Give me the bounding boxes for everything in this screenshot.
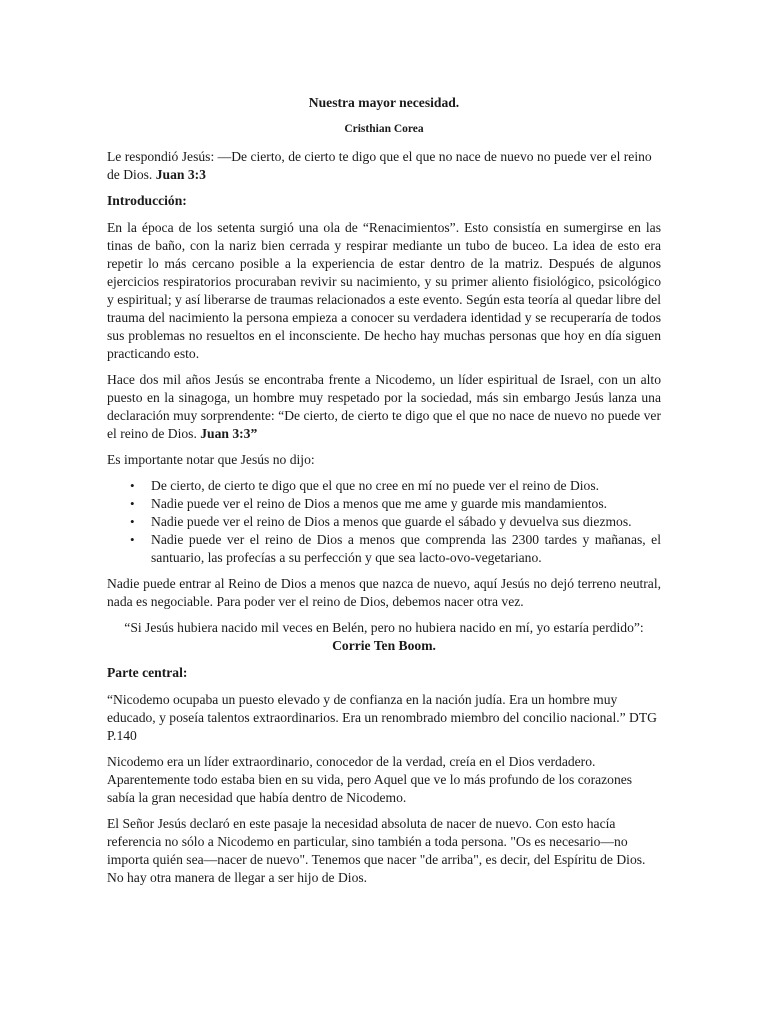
- central-heading: Parte central:: [107, 665, 188, 680]
- opening-verse-ref: Juan 3:3: [155, 167, 206, 182]
- dtg-paragraph: “Nicodemo ocupaba un puesto elevado y de confianza en la nación judía. Era un hombre muy educado, y poseía talentos extraordinarios. Era un renombrado miembro del concilio nacional.” DTG P.140: [107, 692, 657, 743]
- bullet-list: [107, 477, 661, 567]
- document-title: Nuestra mayor necesidad.: [308, 95, 460, 110]
- nadie-paragraph: Nadie puede entrar al Reino de Dios a menos que nazca de nuevo, aquí Jesús no dejó terreno neutral, nada es negociable. Para poder ver el reino de Dios, debemos nacer otra vez.: [107, 576, 661, 609]
- nicodemo-paragraph: [107, 371, 661, 443]
- list-item: • De cierto, de cierto te digo que el que no cree en mí no puede ver el reino de Dios.: [151, 477, 661, 495]
- block-quote: [107, 619, 661, 655]
- nicodemo-paragraph-text: Hace dos mil años Jesús se encontraba frente a Nicodemo, un líder espiritual de Israel, con un alto puesto en la sinagoga, un hombre muy respetado por la sociedad, más sin embargo Jesús lanza una declaración muy sorprendente: “De cierto, de cierto te digo que el que no nace de nuevo no puede ver el reino de Dios.: [107, 372, 661, 441]
- lider-paragraph: Nicodemo era un líder extraordinario, conocedor de la verdad, creía en el Dios verdadero. Aparentemente todo estaba bien en su vida, pero Aquel que ve lo más profundo de los corazones sabía la gran necesidad que había dentro de Nicodemo.: [107, 754, 633, 805]
- intro-heading: Introducción:: [107, 193, 187, 208]
- document-author: Cristhian Corea: [344, 123, 424, 135]
- quote-text: “Si Jesús hubiera nacido mil veces en Belén, pero no hubiera nacido en mí, yo estaría perdido”:: [124, 620, 644, 635]
- intro-paragraph: En la época de los setenta surgió una ola de “Renacimientos”. Esto consistía en sumergirse en las tinas de baño, con la nariz bien cerrada y respirar mediante un tubo de buceo. La idea de esto era repetir lo más cercano posible a la experiencia de estar dentro de la matriz. Después de algunos ejercicios respiratorios procuraban revivir su nacimiento, y su primer aliento fisiológico, psicológico y espiritual; y así liberarse de traumas relacionados a este evento. Según esta teoría al quedar libre del trauma del nacimiento la persona empieza a conocer su verdadera identidad y se recuperaría de todos sus problemas no resueltos en el inconsciente. De hecho hay muchas personas que hoy en día siguen practicando esto.: [107, 220, 661, 361]
- opening-verse-text: Le respondió Jesús: —De cierto, de cierto te digo que el que no nace de nuevo no puede ver el reino de Dios.: [107, 149, 652, 182]
- list-item: • Nadie puede ver el reino de Dios a menos que me ame y guarde mis mandamientos.: [151, 495, 661, 513]
- senor-paragraph: El Señor Jesús declaró en este pasaje la necesidad absoluta de nacer de nuevo. Con esto hacía referencia no sólo a Nicodemo en particular, sino también a toda persona. "Os es necesario—no importa quién sea—nacer de nuevo". Tenemos que nacer "de arriba", es decir, del Espíritu de Dios. No hay otra manera de llegar a ser hijo de Dios.: [107, 816, 646, 885]
- opening-verse: [107, 148, 661, 184]
- nicodemo-paragraph-ref: Juan 3:3”: [200, 426, 258, 441]
- list-item: • Nadie puede ver el reino de Dios a menos que comprenda las 2300 tardes y mañanas, el santuario, las profecías a su perfección y que sea lacto-ovo-vegetariano.: [151, 531, 661, 567]
- quote-attribution: Corrie Ten Boom.: [332, 638, 436, 653]
- important-note: Es importante notar que Jesús no dijo:: [107, 452, 315, 467]
- document-page: [107, 94, 661, 895]
- list-item: • Nadie puede ver el reino de Dios a menos que guarde el sábado y devuelva sus diezmos.: [151, 513, 661, 531]
